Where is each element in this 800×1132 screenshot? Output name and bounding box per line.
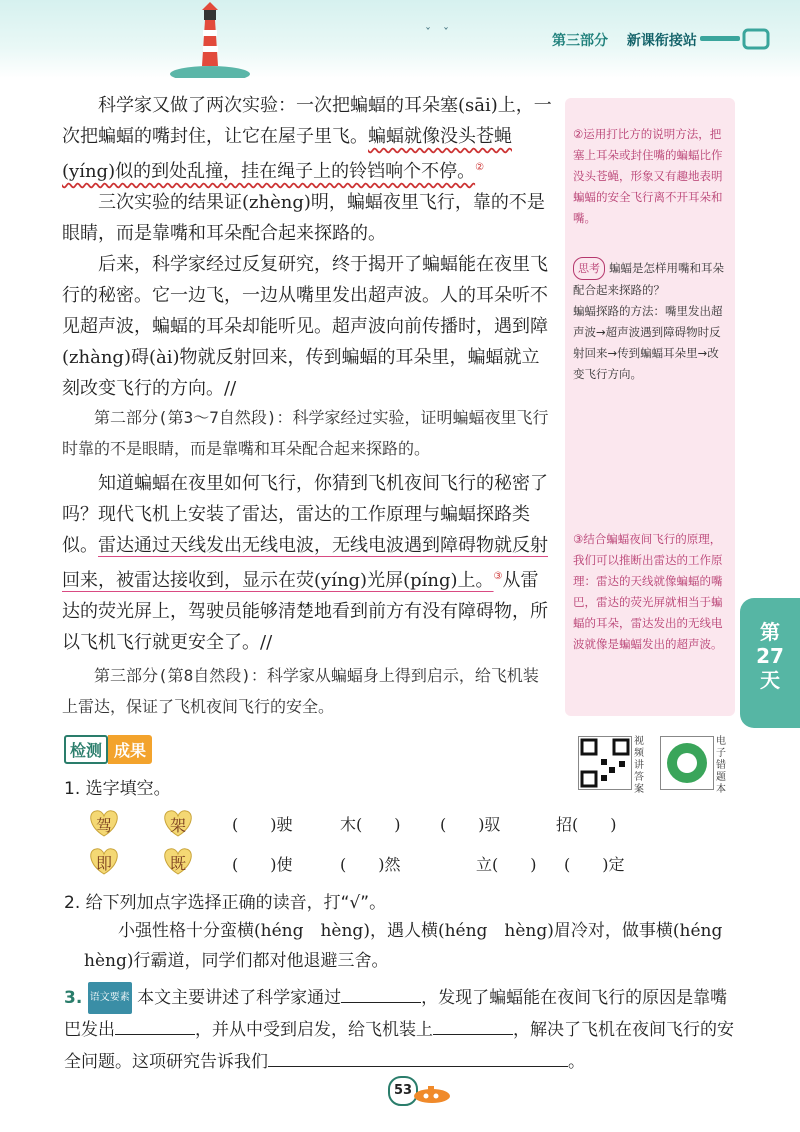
- header-decoration-icon: [700, 26, 770, 52]
- header-subtitle: 新课衔接站: [626, 33, 697, 49]
- day-tab-line1: 第: [760, 620, 780, 644]
- qr-code-error-book-icon[interactable]: [660, 736, 714, 790]
- question-3-text-4: ，解决了飞机在夜间飞行的安全问题。这项研究告诉我们: [64, 1020, 734, 1072]
- fill-item-4[interactable]: 招( ): [556, 815, 617, 834]
- note-marker-2: ②: [475, 162, 485, 173]
- reading-passage: [62, 90, 552, 404]
- answer-blank-1[interactable]: [341, 984, 421, 1003]
- question-3-text-1: 本文主要讲述了科学家通过: [137, 988, 342, 1008]
- side-note-2: ②运用打比方的说明方法，把塞上耳朵或封住嘴的蝙蝠比作没头苍蝇，形象又有趣地表明蝙蝠的安全飞行离不开耳朵和嘴。: [573, 127, 723, 225]
- submarine-icon: [412, 1084, 452, 1104]
- day-tab-line3: 天: [760, 668, 780, 692]
- reading-passage-2: [62, 468, 552, 658]
- lighthouse-icon: [170, 0, 250, 78]
- summary-part3-text: 第三部分(第8自然段)：科学家从蝙蝠身上得到启示，给飞机装上雷达，保证了飞机夜间飞行的安全。: [62, 666, 539, 716]
- char-option-2-text: 架: [169, 816, 186, 835]
- fill-item-6[interactable]: ( )然: [340, 855, 401, 874]
- summary-part2-text: 第二部分(第3～7自然段)：科学家经过实验，证明蝙蝠夜里飞行时靠的不是眼睛，而是靠嘴和耳朵配合起来探路的。: [62, 408, 549, 458]
- fill-item-1[interactable]: ( )驶: [232, 815, 293, 834]
- char-option-1-text: 驾: [95, 816, 112, 835]
- page-header: [0, 0, 800, 78]
- paragraph-1: [62, 90, 552, 187]
- qr-code-video-icon[interactable]: [578, 736, 632, 790]
- section-title-part1: 检测: [64, 735, 108, 764]
- fill-item-7[interactable]: 立( ): [476, 855, 537, 874]
- page-number: 53: [388, 1076, 418, 1106]
- fill-item-5[interactable]: ( )使: [232, 855, 293, 874]
- p1-figure-text: 蝙蝠就像没头苍蝇(yíng)似的到处乱撞，挂在绳子上的铃铛响个不停。: [62, 126, 512, 182]
- question-3-tag: 语文要素: [88, 982, 132, 1014]
- section-title: [64, 736, 152, 762]
- think-answer: 蝙蝠探路的方法：嘴里发出超声波→超声波遇到障碍物时反射回来→传到蝙蝠耳朵里→改变飞行方向。: [573, 304, 723, 381]
- fill-item-2[interactable]: 木( ): [340, 815, 401, 834]
- summary-part3: [62, 660, 552, 722]
- think-box: [565, 249, 735, 393]
- section-title-part2: 成果: [108, 735, 152, 764]
- char-option-4: [160, 846, 196, 876]
- note-marker-3: ③: [493, 571, 503, 582]
- p4-text-end: 从雷达的荧光屏上，驾驶员能够清楚地看到前方有没有障碍物，所以飞机飞行就更安全了。//: [62, 570, 548, 653]
- answer-blank-2[interactable]: [115, 1016, 195, 1035]
- question-3-text-5: 。: [568, 1052, 585, 1072]
- paragraph-3: 后来，科学家经过反复研究，终于揭开了蝙蝠能在夜里飞行的秘密。它一边飞，一边从嘴里发出超声波。人的耳朵听不见超声波，蝙蝠的耳朵却能听见。超声波向前传播时，遇到障(zhàng)碍(ài)物就反射回来，传到蝙蝠的耳朵里，蝙蝠就立刻改变飞行的方向。//: [62, 254, 548, 399]
- p4-underlined: 雷达通过天线发出无线电波，无线电波遇到障碍物就反射回来，被雷达接收到，显示在荧(yíng)光屏(píng)上。: [62, 535, 548, 591]
- think-tag: 思考: [573, 257, 605, 280]
- question-2-text[interactable]: 小强性格十分蛮横(héng hèng)，遇人横(héng hèng)眉冷对，做事横(héng hèng)行霸道，同学们都对他退避三舍。: [84, 921, 723, 971]
- summary-part2: [62, 402, 552, 464]
- qr-label-error-book: 电子错题本: [716, 736, 726, 795]
- header-titles: [552, 30, 711, 50]
- side-notes-panel: [565, 98, 735, 716]
- qr-label-video: 视频讲答案: [634, 736, 644, 795]
- char-option-3-text: 即: [95, 854, 112, 873]
- char-option-4-text: 既: [169, 854, 186, 873]
- char-option-2: [160, 808, 196, 838]
- day-tab-line2: 27: [756, 644, 784, 668]
- paragraph-4: [62, 468, 552, 658]
- paragraph-2: 三次实验的结果证(zhèng)明，蝙蝠夜里飞行，靠的不是眼睛，而是靠嘴和耳朵配合起来探路的。: [62, 192, 545, 244]
- answer-blank-3[interactable]: [433, 1016, 513, 1035]
- day-tab[interactable]: [740, 598, 800, 728]
- question-1-title: 1. 选字填空。: [64, 779, 171, 799]
- side-note-3: ③结合蝙蝠夜间飞行的原理，我们可以推断出雷达的工作原理：雷达的天线就像蝙蝠的嘴巴，雷达的荧光屏就相当于蝙蝠的耳朵，雷达发出的无线电波就像是蝙蝠发出的超声波。: [573, 532, 723, 651]
- char-option-1: [86, 808, 122, 838]
- header-section: 第三部分: [552, 33, 608, 49]
- fill-item-8[interactable]: ( )定: [564, 855, 625, 874]
- char-option-3: [86, 846, 122, 876]
- fill-item-3[interactable]: ( )驭: [440, 815, 501, 834]
- question-3-text-3: ，并从中受到启发，给飞机装上: [195, 1020, 433, 1040]
- question-3: [64, 982, 744, 1078]
- question-3-text-2: ，发现了蝙蝠能在夜间飞行的原因是靠嘴巴发出: [64, 988, 728, 1040]
- question-2-title: 2. 给下列加点字选择正确的读音，打“√”。: [64, 893, 387, 913]
- birds-icon: ˇ ˇ: [425, 26, 450, 40]
- think-question: 蝙蝠是怎样用嘴和耳朵配合起来探路的？: [573, 261, 724, 297]
- answer-blank-4[interactable]: [268, 1048, 568, 1067]
- p1-text: 科学家又做了两次实验：一次把蝙蝠的耳朵塞(sāi)上，一次把蝙蝠的嘴封住，让它在屋子里飞。: [62, 95, 552, 147]
- p4-text: 知道蝙蝠在夜里如何飞行，你猜到飞机夜间飞行的秘密了吗？现代飞机上安装了雷达，雷达的工作原理与蝙蝠探路类似。: [62, 473, 548, 556]
- question-3-number: 3.: [64, 988, 83, 1008]
